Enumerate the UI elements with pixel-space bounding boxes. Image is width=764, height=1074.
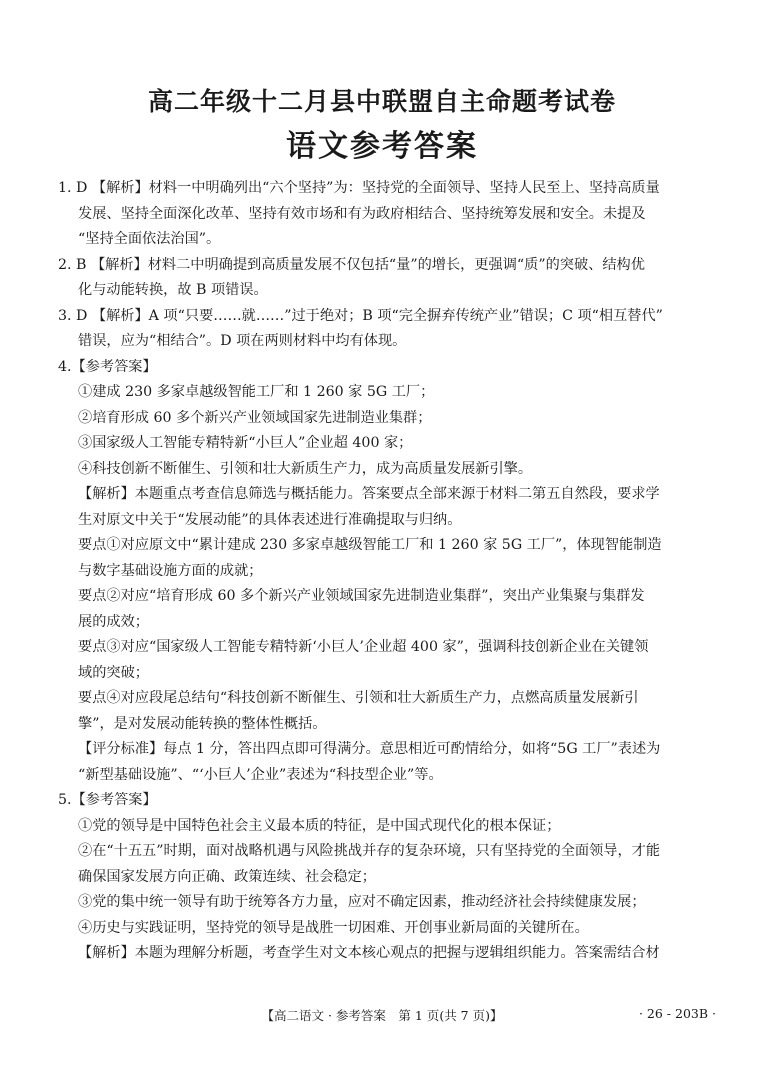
q2-line: 化与动能转换，故 B 项错误。 bbox=[78, 282, 268, 298]
q3-line: 错误，应为“相结合”。D 项在两则材料中均有体现。 bbox=[78, 333, 407, 349]
q4-answer-point: ④科技创新不断催生、引领和壮大新质生产力，成为高质量发展新引擎。 bbox=[78, 460, 533, 477]
q1-line: 1. D 【解析】材料一中明确列出“六个坚持”为：坚持党的全面领导、坚持人民至上、坚持高质量 bbox=[58, 180, 660, 196]
q5-answer-point: ②在“十五五”时期，面对战略机遇与风险挑战并存的复杂环境，只有坚持党的全面领导，才能 bbox=[78, 843, 661, 859]
q5-analysis: 【解析】本题为理解分析题，考查学生对文本核心观点的把握与逻辑组织能力。答案需结合材 bbox=[78, 945, 660, 961]
q1-line: “坚持全面依法治国”。 bbox=[78, 231, 221, 247]
q4-answer-point: ③国家级人工智能专精特新“小巨人”企业超 400 家； bbox=[78, 435, 413, 451]
q5-heading: 5.【参考答案】 bbox=[58, 792, 157, 808]
footer-exam-code: · 26 - 203B · bbox=[638, 1006, 716, 1021]
q4-scoring: 【评分标准】每点 1 分，答出四点即可得满分。意思相近可酌情给分，如将“5G 工厂”表述为 bbox=[78, 741, 661, 757]
q4-analysis: 擎”，是对发展动能转换的整体性概括。 bbox=[78, 715, 327, 732]
exam-title: 高二年级十二月县中联盟自主命题考试卷 bbox=[147, 87, 616, 116]
answer-content bbox=[58, 176, 708, 967]
q4-analysis: 【解析】本题重点考查信息筛选与概括能力。答案要点全部来源于材料二第五自然段，要求学 bbox=[78, 486, 660, 502]
footer-page-info: 【高二语文 · 参考答案 第 1 页(共 7 页)】 bbox=[261, 1008, 503, 1023]
q5-answer-point: ①党的领导是中国特色社会主义最本质的特征，是中国式现代化的根本保证； bbox=[78, 817, 561, 834]
q4-analysis: 要点④对应段尾总结句“科技创新不断催生、引领和壮大新质生产力，点燃高质量发展新引 bbox=[78, 690, 639, 706]
q5-answer-point: ④历史与实践证明，坚持党的领导是战胜一切困难、开创事业新局面的关键所在。 bbox=[78, 919, 589, 936]
q5-answer-point: ③党的集中统一领导有助于统筹各方力量，应对不确定因素，推动经济社会持续健康发展； bbox=[78, 894, 646, 910]
q4-analysis: 域的突破； bbox=[78, 664, 149, 681]
page-footer bbox=[0, 1006, 764, 1028]
q3-line: 3. D 【解析】A 项“只要……就……”过于绝对；B 项“完全摒弃传统产业”错误；C 项“相互替代” bbox=[58, 307, 663, 324]
q4-analysis: 与数字基础设施方面的成就； bbox=[78, 562, 263, 579]
q4-answer-point: ②培育形成 60 多个新兴产业领域国家先进制造业集群； bbox=[78, 409, 432, 426]
q4-analysis: 展的成效； bbox=[78, 613, 149, 630]
answer-key-title: 语文参考答案 bbox=[286, 129, 478, 164]
q4-analysis: 要点①对应原文中“累计建成 230 多家卓越级智能工厂和 1 260 家 5G 工厂”，体现智能制造 bbox=[78, 537, 662, 553]
q4-analysis: 要点②对应“培育形成 60 多个新兴产业领域国家先进制造业集群”，突出产业集聚与集群发 bbox=[78, 588, 645, 604]
q4-heading: 4.【参考答案】 bbox=[58, 358, 157, 375]
q5-answer-point: 确保国家发展方向正确、政策连续、社会稳定； bbox=[78, 868, 376, 885]
q4-analysis: 要点③对应“国家级人工智能专精特新‘小巨人’企业超 400 家”，强调科技创新企业在关键领 bbox=[78, 639, 649, 655]
q4-analysis: 生对原文中关于“发展动能”的具体表述进行准确提取与归纳。 bbox=[78, 511, 462, 528]
q4-scoring: “新型基础设施”、“‘小巨人’企业”表述为“科技型企业”等。 bbox=[78, 766, 443, 783]
q2-line: 2. B 【解析】材料二中明确提到高质量发展不仅包括“量”的增长，更强调“质”的突破、结构优 bbox=[58, 256, 645, 273]
q4-answer-point: ①建成 230 多家卓越级智能工厂和 1 260 家 5G 工厂； bbox=[78, 384, 435, 400]
q1-line: 发展、坚持全面深化改革、坚持有效市场和有为政府相结合、坚持统筹发展和安全。未提及 bbox=[78, 205, 646, 222]
